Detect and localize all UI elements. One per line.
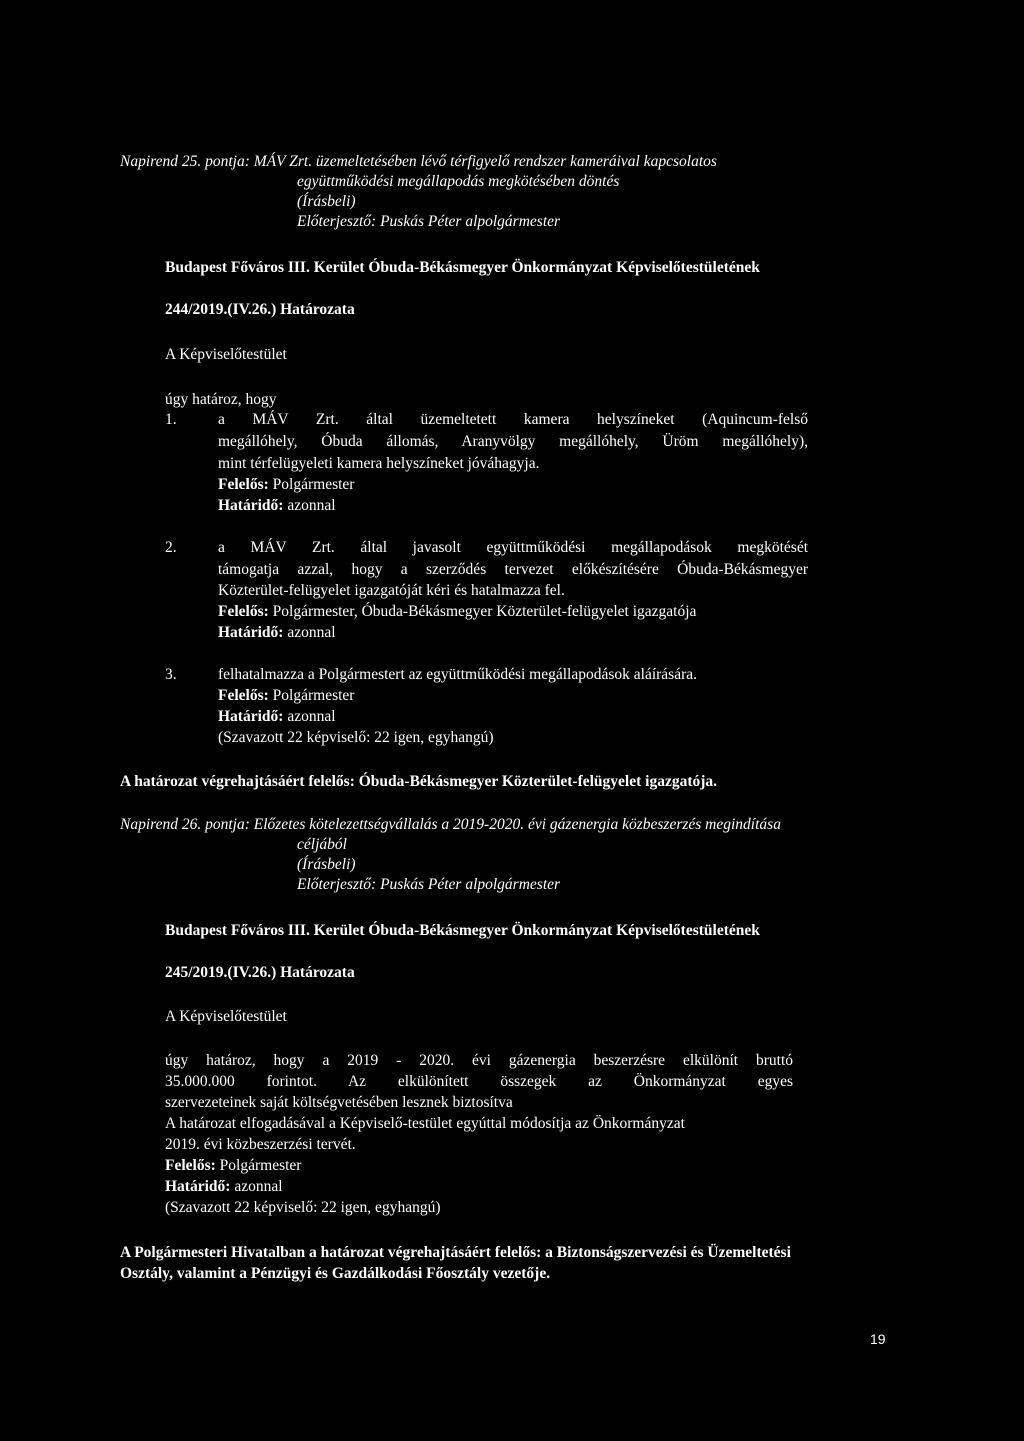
resolution-245-number: 245/2019.(IV.26.) Határozata	[165, 964, 355, 981]
agenda-item-26-title: Napirend 26. pontja: Előzetes kötelezettségvállalás a 2019-2020. évi gázenergia közbeszerzés megindítása	[120, 816, 781, 833]
resolution-244-point-3-deadline: Határidő: azonnal	[218, 708, 336, 725]
agenda-item-25-title-cont: együttműködési megállapodás megkötésében döntés	[297, 173, 620, 190]
resolution-244-point-2-line-2: támogatja azzal, hogy a szerződés tervezet előkészítésére Óbuda-Békásmegyer	[218, 561, 808, 578]
resolution-245-execution-line-1: A Polgármesteri Hivatalban a határozat végrehajtásáért felelős: a Biztonságszervezési és Üzemeltetési	[120, 1244, 791, 1261]
resolution-244-point-1-deadline: Határidő: azonnal	[218, 497, 336, 514]
resolution-245-line-2: 35.000.000 forintot. Az elkülönített összegek az Önkormányzat egyes	[165, 1073, 793, 1090]
resolution-244-point-2-number: 2.	[165, 539, 177, 556]
agenda-item-26-title-cont: céljából	[297, 836, 347, 853]
agenda-item-25-presenter: Előterjesztő: Puskás Péter alpolgármester	[297, 213, 561, 230]
resolution-244-vote: (Szavazott 22 képviselő: 22 igen, egyhangú)	[218, 729, 494, 746]
resolution-245-execution-line-2: Osztály, valamint a Pénzügyi és Gazdálkodási Főosztály vezetője.	[120, 1265, 551, 1282]
resolution-244-point-3-number: 3.	[165, 666, 177, 683]
resolution-245-line-4: A határozat elfogadásával a Képviselő-testület egyúttal módosítja az Önkormányzat	[165, 1115, 685, 1132]
resolution-244-point-1-line-2: megállóhely, Óbuda állomás, Aranyvölgy megállóhely, Üröm megállóhely),	[218, 433, 808, 450]
resolution-244-header: Budapest Főváros III. Kerület Óbuda-Békásmegyer Önkormányzat Képviselőtestületének	[165, 259, 760, 276]
resolution-245-line-5: 2019. évi közbeszerzési tervét.	[165, 1136, 356, 1153]
agenda-item-26-type: (Írásbeli)	[297, 856, 356, 873]
resolution-244-point-1-line-3: mint térfelügyeleti kamera helyszíneket jóváhagyja.	[218, 455, 540, 472]
resolution-244-intro: úgy határoz, hogy	[165, 391, 277, 408]
resolution-244-point-3-line-1: felhatalmazza a Polgármestert az együttműködési megállapodások aláírására.	[218, 666, 698, 683]
resolution-245-vote: (Szavazott 22 képviselő: 22 igen, egyhangú)	[165, 1199, 441, 1216]
agenda-item-25-title: Napirend 25. pontja: MÁV Zrt. üzemeltetésében lévő térfigyelő rendszer kameráival kapcsolatos	[120, 153, 717, 170]
resolution-244-point-2-line-3: Közterület-felügyelet igazgatóját kéri és hatalmazza fel.	[218, 582, 565, 599]
agenda-item-26-presenter: Előterjesztő: Puskás Péter alpolgármester	[297, 876, 561, 893]
resolution-245-line-3: szervezeteinek saját költségvetésében lesznek biztosítva	[165, 1094, 513, 1111]
resolution-245-header: Budapest Főváros III. Kerület Óbuda-Békásmegyer Önkormányzat Képviselőtestületének	[165, 922, 760, 939]
resolution-245-responsible: Felelős: Polgármester	[165, 1157, 302, 1174]
resolution-245-line-1: úgy határoz, hogy a 2019 - 2020. évi gázenergia beszerzésre elkülönít bruttó	[165, 1052, 793, 1069]
resolution-244-point-2-responsible: Felelős: Polgármester, Óbuda-Békásmegyer Közterület-felügyelet igazgatója	[218, 603, 697, 620]
resolution-245-body-title: A Képviselőtestület	[165, 1008, 287, 1025]
resolution-244-point-1-responsible: Felelős: Polgármester	[218, 476, 355, 493]
agenda-item-25-type: (Írásbeli)	[297, 193, 356, 210]
resolution-244-point-1-line-1: a MÁV Zrt. által üzemeltetett kamera helyszíneket (Aquincum-felső	[218, 411, 808, 428]
resolution-244-body-title: A Képviselőtestület	[165, 346, 287, 363]
resolution-245-deadline: Határidő: azonnal	[165, 1178, 283, 1195]
resolution-244-execution: A határozat végrehajtásáért felelős: Óbuda-Békásmegyer Közterület-felügyelet igazgatója.	[120, 773, 718, 790]
resolution-244-point-1-number: 1.	[165, 411, 177, 428]
resolution-244-point-2-line-1: a MÁV Zrt. által javasolt együttműködési megállapodások megkötését	[218, 539, 808, 556]
page-number: 19	[870, 1331, 886, 1347]
resolution-244-point-3-responsible: Felelős: Polgármester	[218, 687, 355, 704]
resolution-244-number: 244/2019.(IV.26.) Határozata	[165, 301, 355, 318]
resolution-244-point-2-deadline: Határidő: azonnal	[218, 624, 336, 641]
